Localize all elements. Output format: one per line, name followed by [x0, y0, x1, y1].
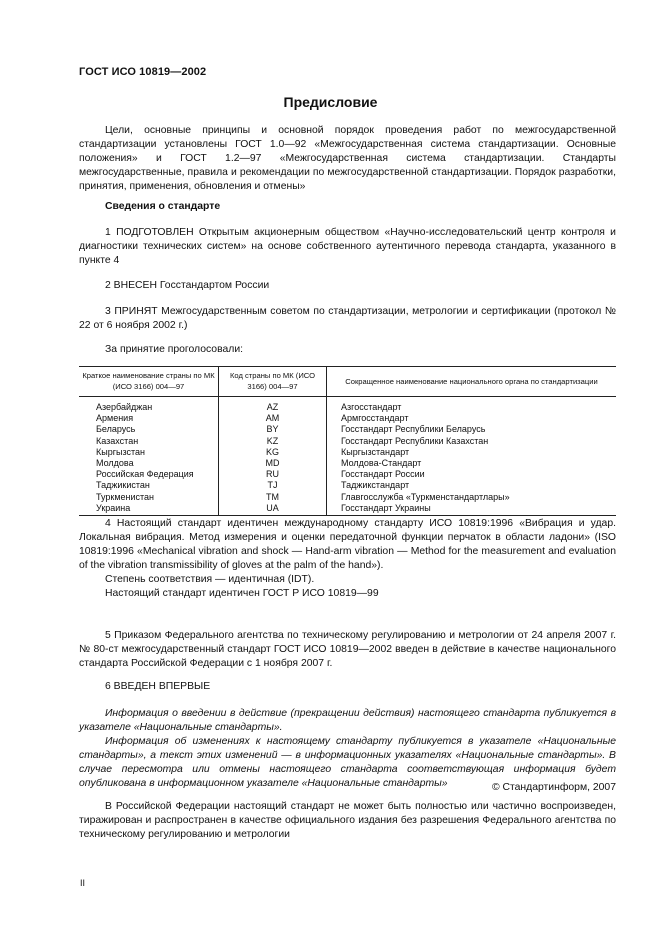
- item-2-text: 2 ВНЕСЕН Госстандартом России: [105, 280, 270, 291]
- country-cell: Украина: [79, 503, 219, 516]
- info-text-1: Информация о введении в действие (прекращении действия) настоящего стандарта публикуется в указателе «Национальные стандарты».: [79, 708, 616, 733]
- country-cell: Туркменистан: [96, 491, 155, 502]
- code-cell: UA: [219, 503, 327, 516]
- table-row: [79, 424, 616, 435]
- body-cell: Кыргызстандарт: [327, 447, 617, 458]
- code-cell: BY: [219, 424, 327, 435]
- body-cell: Армгосстандарт: [327, 413, 617, 424]
- code-cell: AZ: [219, 397, 327, 414]
- header-country-code: Код страны по МК (ИСО 3166) 004—97: [219, 367, 327, 397]
- page-number: II: [80, 878, 86, 888]
- country-cell: Армения: [96, 413, 134, 424]
- body-cell: Молдова-Стандарт: [327, 458, 617, 469]
- body-cell: Госстандарт Республики Беларусь: [327, 424, 617, 435]
- table-row: [79, 413, 616, 424]
- item-4: [79, 517, 616, 601]
- item-1: [79, 226, 616, 268]
- table-row: [79, 469, 616, 480]
- voting-table: [79, 366, 616, 516]
- code-cell: RU: [219, 469, 327, 480]
- country-cell: Казахстан: [96, 435, 139, 446]
- code-cell: TM: [219, 492, 327, 503]
- item-2: [79, 279, 616, 293]
- code-cell: TJ: [219, 480, 327, 491]
- table-header-row: [79, 367, 616, 397]
- body-cell: Главгосслужба «Туркменстандартлары»: [327, 492, 617, 503]
- table-row: [79, 480, 616, 491]
- voted-text: За принятие проголосовали:: [105, 344, 244, 355]
- header-national-body: Сокращенное наименование национального органа по стандартизации: [327, 367, 617, 397]
- section-heading: Сведения о стандарте: [105, 201, 221, 212]
- reproduction-notice: [79, 800, 616, 842]
- table-row: [79, 503, 616, 516]
- voted-line: [79, 343, 616, 357]
- body-cell: Госстандарт Украины: [327, 503, 617, 516]
- item-4-degree: Степень соответствия — идентичная (IDT).: [105, 574, 315, 585]
- body-cell: Госстандарт России: [327, 469, 617, 480]
- code-cell: KG: [219, 447, 327, 458]
- body-cell: Госстандарт Республики Казахстан: [327, 436, 617, 447]
- code-cell: KZ: [219, 436, 327, 447]
- item-3: [79, 305, 616, 333]
- item-5-text: 5 Приказом Федерального агентства по техническому регулированию и метрологии от 24 апреля 2007 г. № 80-ст межгосударственный стандарт ГОСТ ИСО 10819—2002 введен в действие в качестве национального стандарта Российской Федерации с 1 ноября 2007 г.: [79, 630, 616, 669]
- reproduction-text: В Российской Федерации настоящий стандарт не может быть полностью или частично воспроизведен, тиражирован и распространен в качестве официального издания без разрешения Федерального агентства по техническому регулированию и метрологии: [79, 801, 616, 840]
- header-country-name: Краткое наименование страны по МК (ИСО 3166) 004—97: [79, 367, 219, 397]
- code-cell: AM: [219, 413, 327, 424]
- item-5: [79, 629, 616, 671]
- code-cell: MD: [219, 458, 327, 469]
- body-cell: Таджикстандарт: [327, 480, 617, 491]
- body-cell: Азгосстандарт: [327, 397, 617, 414]
- item-3-text: 3 ПРИНЯТ Межгосударственным советом по стандартизации, метрологии и сертификации (протокол № 22 от 6 ноября 2002 г.): [79, 306, 616, 331]
- table-row: [79, 492, 616, 503]
- country-cell: Беларусь: [96, 424, 136, 435]
- info-notice: [79, 707, 616, 791]
- table-row: [79, 436, 616, 447]
- intro-text: Цели, основные принципы и основной порядок проведения работ по межгосударственной стандартизации установлены ГОСТ 1.0—92 «Межгосударственная система стандартизации. Основные положения» и ГОСТ 1.2—97 «Межгосударственная система стандартизации. Стандарты межгосударственные, правила и рекомендации по межгосударственной стандартизации. Порядок разработки, принятия, применения, обновления и отмены»: [79, 125, 616, 192]
- standard-header: ГОСТ ИСО 10819—2002: [79, 66, 207, 78]
- item-6: [79, 680, 616, 694]
- page-title: Предисловие: [283, 94, 378, 110]
- country-cell: Азербайджан: [96, 402, 153, 412]
- item-6-text: 6 ВВЕДЕН ВПЕРВЫЕ: [105, 681, 211, 692]
- table-row: [79, 447, 616, 458]
- copyright: © Стандартинформ, 2007: [491, 782, 616, 793]
- intro-paragraph: [79, 124, 616, 194]
- info-text-2: Информация об изменениях к настоящему стандарту публикуется в указателе «Национальные стандарты», а текст этих изменений — в информационных указателях «Национальные стандарты». В случае пересмотра или отмены настоящего стандарта соответствующая информация будет опубликована в информационном указателе «Национальные стандарты»: [79, 736, 616, 789]
- country-cell: Кыргызстан: [96, 446, 145, 457]
- table-row: [79, 458, 616, 469]
- country-cell: Российская Федерация: [96, 469, 194, 480]
- item-4-identical: Настоящий стандарт идентичен ГОСТ Р ИСО 10819—99: [105, 588, 379, 599]
- country-cell: Таджикистан: [96, 480, 150, 491]
- table-row: [79, 397, 616, 414]
- item-1-text: 1 ПОДГОТОВЛЕН Открытым акционерным обществом «Научно-исследовательский центр контроля и диагностики технических систем» на основе собственного аутентичного перевода стандарта, указанного в пункте 4: [79, 227, 616, 266]
- item-4-text: 4 Настоящий стандарт идентичен международному стандарту ИСО 10819:1996 «Вибрация и удар. Локальная вибрация. Метод измерения и оценки передаточной функции перчаток в области ладони» (ISO 10819:1996 «Mechanical vibration and shock — Hand-arm vibration — Method for the measurement and evaluation of the vibration transmissibility of gloves at the palm of the hand»).: [79, 518, 616, 571]
- country-cell: Молдова: [96, 458, 134, 469]
